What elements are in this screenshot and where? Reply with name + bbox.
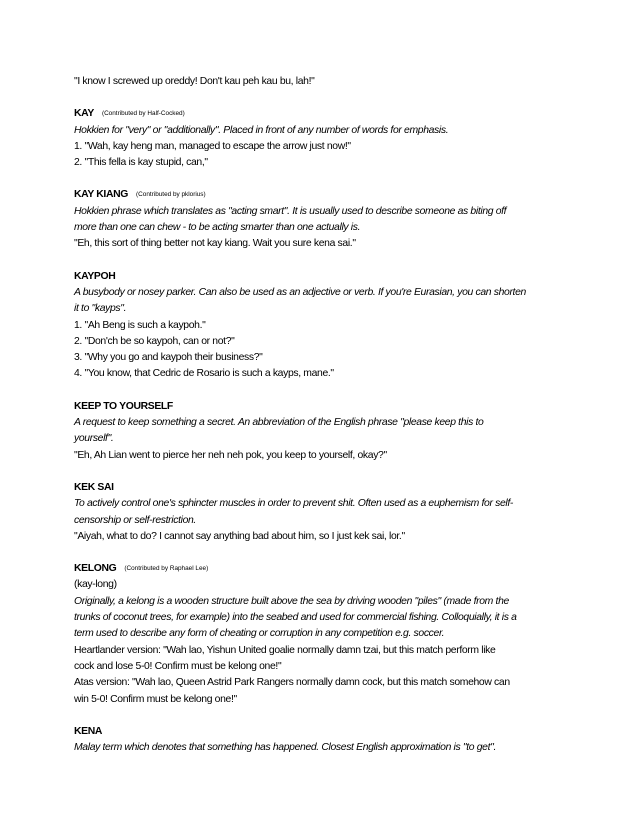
- example-line: 3. "Why you go and kaypoh their business?": [74, 352, 263, 364]
- intro-quote: "I know I screwed up oreddy! Don't kau peh kau bu, lah!": [74, 76, 315, 87]
- term-text: KEEP TO YOURSELF: [74, 400, 173, 412]
- definition-line: more than one can chew - to be acting smarter than one actually is.: [74, 222, 361, 234]
- example-line: 4. "You know, that Cedric de Rosario is such a kayps, mane.": [74, 368, 334, 380]
- term-text: KAY: [74, 108, 94, 120]
- spacer: [74, 383, 574, 399]
- example-line: cock and lose 5-0! Confirm must be kelong one!": [74, 660, 282, 672]
- spacer: [74, 90, 574, 106]
- entry-term: [74, 269, 574, 285]
- definition-line: censorship or self-restriction.: [74, 514, 196, 526]
- definition-line: A request to keep something a secret. An abbreviation of the English phrase "please keep this to: [74, 417, 484, 429]
- example-line: Heartlander version: "Wah lao, Yishun United goalie normally damn tzai, but this match perform like: [74, 644, 496, 656]
- example-line: Atas version: "Wah lao, Queen Astrid Park Rangers normally damn cock, but this match somehow can: [74, 677, 510, 689]
- entries-list: [74, 90, 574, 756]
- entry-term: [74, 399, 574, 415]
- definition-line: it to "kayps".: [74, 303, 127, 315]
- example-line: 1. "Wah, kay heng man, managed to escape the arrow just now!": [74, 140, 351, 152]
- definition-line: To actively control one's sphincter muscles in order to prevent shit. Often used as a euphemism for self-: [74, 498, 514, 510]
- definition-line: Hokkien for "very" or "additionally". Placed in front of any number of words for emphasis.: [74, 124, 449, 136]
- example-line: "Eh, this sort of thing better not kay kiang. Wait you sure kena sai.": [74, 238, 356, 250]
- definition-line: trunks of coconut trees, for example) into the seabed and used for commercial fishing. Colloquially, it is a: [74, 612, 517, 624]
- pronunciation: (kay-long): [74, 579, 117, 591]
- entry-term: [74, 480, 574, 496]
- example-line: 2. "This fella is kay stupid, can,": [74, 157, 208, 169]
- spacer: [74, 171, 574, 187]
- entry-term: [74, 106, 574, 122]
- definition-line: yourself".: [74, 433, 114, 445]
- entry-term: [74, 187, 574, 203]
- definition-line: Originally, a kelong is a wooden structure built above the sea by driving wooden "piles" (made from the: [74, 595, 509, 607]
- definition-line: Hokkien phrase which translates as "acting smart". It is usually used to describe someone as biting off: [74, 205, 507, 217]
- term-text: KELONG: [74, 563, 117, 575]
- contributor-credit: (Contributed by Half-Cocked): [101, 110, 185, 118]
- example-line: win 5-0! Confirm must be kelong one!": [74, 693, 237, 705]
- spacer: [74, 708, 574, 724]
- term-text: KEK SAI: [74, 481, 114, 493]
- example-line: 2. "Don'ch be so kaypoh, can or not?": [74, 335, 235, 347]
- term-text: KAY KIANG: [74, 189, 129, 201]
- example-line: 1. "Ah Beng is such a kaypoh.": [74, 319, 206, 331]
- spacer: [74, 464, 574, 480]
- definition-line: term used to describe any form of cheating or corruption in any competition e.g. soccer.: [74, 628, 445, 640]
- spacer: [74, 253, 574, 269]
- contributor-credit: (Contributed by Raphael Lee): [124, 565, 209, 573]
- definition-line: Malay term which denotes that something has happened. Closest English approximation is "to get".: [74, 742, 496, 754]
- term-text: KENA: [74, 725, 103, 737]
- definition-line: A busybody or nosey parker. Can also be used as an adjective or verb. If you're Eurasian, you can shorten: [74, 286, 526, 298]
- example-line: "Aiyah, what to do? I cannot say anything bad about him, so I just kek sai, lor.": [74, 530, 405, 542]
- spacer: [74, 545, 574, 561]
- entry-term: [74, 724, 574, 740]
- document-page: [74, 74, 574, 756]
- term-text: KAYPOH: [74, 270, 116, 282]
- example-line: "Eh, Ah Lian went to pierce her neh neh pok, you keep to yourself, okay?": [74, 449, 387, 461]
- entry-term: [74, 561, 574, 577]
- contributor-credit: (Contributed by pklorius): [136, 191, 206, 199]
